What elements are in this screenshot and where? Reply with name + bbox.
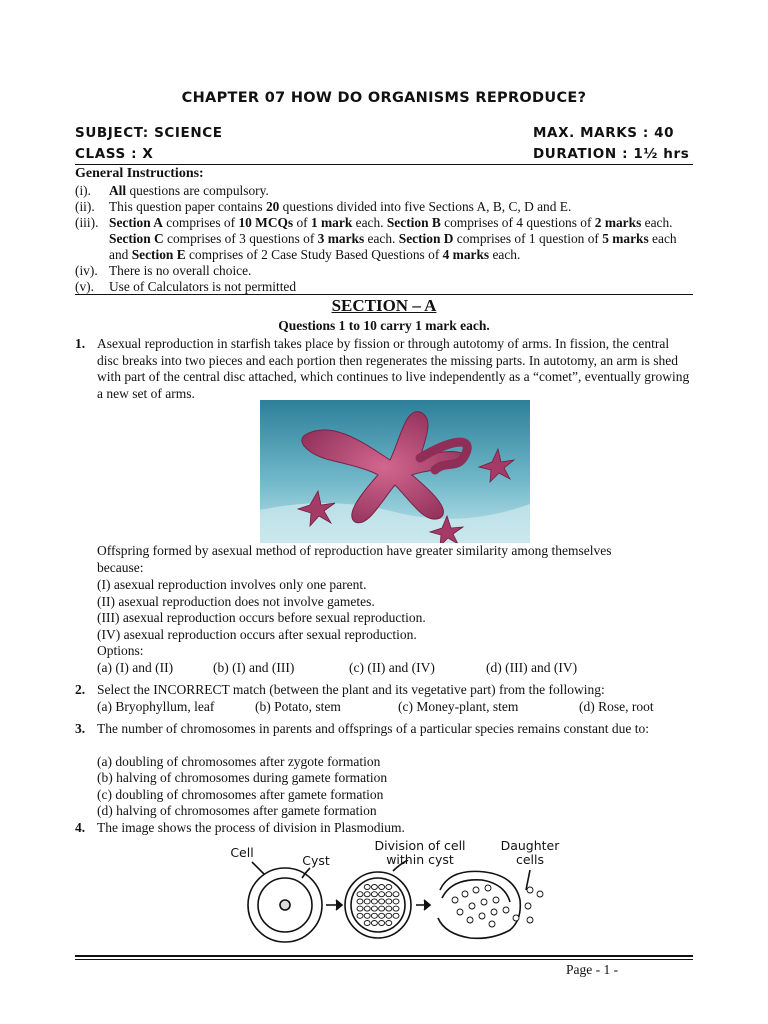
option-d: (d) Rose, root — [579, 699, 654, 714]
option-b: (b) Potato, stem — [255, 699, 341, 714]
section-title: SECTION – A — [331, 296, 437, 315]
statement: (I) asexual reproduction involves only one parent. — [97, 577, 367, 592]
footer-divider — [75, 955, 693, 957]
option-d: (d) (III) and (IV) — [486, 660, 578, 675]
option-b: (b) (I) and (III) — [213, 660, 295, 675]
option-c: (c) Money-plant, stem — [398, 699, 519, 714]
instruction-text: Section A comprises of 10 MCQs of 1 mark each. Section B comprises of 4 questions of 2 marks each. Section C comprises of 3 questions of 3 marks each. Section D comprises of 1 question of 5 marks each and Section E comprises of 2 Case Study Based Questions of 4 marks each. — [109, 215, 677, 262]
instruction-number: (i). — [75, 183, 91, 198]
nucleus-dot — [379, 913, 385, 918]
nucleus-dot — [364, 885, 370, 890]
option-a: (a) (I) and (II) — [97, 660, 174, 675]
daughter-cell-dot — [493, 897, 499, 903]
section-subtitle: Questions 1 to 10 carry 1 mark each. — [278, 318, 490, 333]
question-text: The image shows the process of division in Plasmodium. — [97, 820, 405, 835]
daughter-cell-dot — [537, 891, 543, 897]
daughter-cell-dot — [485, 885, 491, 891]
label-division: Division of cell within cyst — [374, 838, 466, 867]
instruction-text: All questions are compulsory. — [109, 183, 269, 198]
nucleus-dot — [364, 906, 370, 911]
instruction-number: (iv). — [75, 263, 98, 278]
question-stem: because: — [97, 560, 144, 575]
nucleus-dot — [386, 899, 392, 904]
nucleus-dot — [364, 899, 370, 904]
header-divider — [75, 164, 693, 165]
daughter-cell-dot — [513, 915, 519, 921]
option-b: (b) halving of chromosomes during gamete formation — [97, 770, 388, 785]
nucleus-dot — [371, 913, 377, 918]
nucleus-dot — [371, 885, 377, 890]
nucleus-dot — [386, 885, 392, 890]
nucleus-dot — [371, 892, 377, 897]
statement: (II) asexual reproduction does not involve gametes. — [97, 594, 375, 609]
nucleus-dot — [386, 913, 392, 918]
instruction-number: (iii). — [75, 215, 99, 230]
question-text: Asexual reproduction in starfish takes place by fission or through autotomy of arms. In fission, the central disc breaks into two pieces and each portion then regenerates the missing parts. In autotomy, an arm is shed with part of the central disc attached, which continues to live independently as a “comet”, eventually growing a new set of arms. — [97, 336, 690, 401]
nucleus-dot — [364, 921, 370, 926]
option-d: (d) halving of chromosomes after gamete formation — [97, 803, 377, 818]
page-number: Page - 1 - — [566, 962, 619, 977]
instructions-divider — [75, 294, 693, 295]
nucleus-dot — [371, 899, 377, 904]
daughter-cell-dot — [457, 909, 463, 915]
daughter-cell-dot — [462, 891, 468, 897]
nucleus-dot — [386, 892, 392, 897]
option-a: (a) Bryophyllum, leaf — [97, 699, 215, 714]
nucleus-dot — [364, 892, 370, 897]
footer-divider-thin — [75, 959, 693, 960]
instruction-text: This question paper contains 20 questions divided into five Sections A, B, C, D and E. — [109, 199, 572, 214]
nucleus-dot — [357, 899, 363, 904]
question-number: 2. — [75, 682, 86, 697]
nucleus-dot — [393, 913, 399, 918]
nucleus-dot — [393, 906, 399, 911]
statement: (III) asexual reproduction occurs before sexual reproduction. — [97, 610, 426, 625]
nucleus-dot — [386, 921, 392, 926]
nucleus-dot — [357, 892, 363, 897]
option-c: (c) doubling of chromosomes after gamete formation — [97, 787, 384, 802]
daughter-cell-dot — [525, 903, 531, 909]
instruction-number: (v). — [75, 279, 94, 294]
nucleus-dot — [364, 913, 370, 918]
daughter-cell-dot — [469, 903, 475, 909]
nucleus-dot — [379, 921, 385, 926]
daughter-cell-dot — [479, 913, 485, 919]
nucleus-dot — [379, 892, 385, 897]
instruction-text: Use of Calculators is not permitted — [109, 279, 297, 294]
daughter-cell-dot — [489, 921, 495, 927]
question-number: 3. — [75, 721, 86, 736]
daughter-cell-dot — [452, 897, 458, 903]
instruction-text: There is no overall choice. — [109, 263, 252, 278]
instructions-heading: General Instructions: — [75, 166, 204, 181]
duration-label: DURATION : 1½ hrs — [533, 146, 690, 162]
options-label: Options: — [97, 643, 144, 658]
daughter-cell-dot — [527, 887, 533, 893]
question-number: 4. — [75, 820, 86, 835]
daughter-cell-dot — [491, 909, 497, 915]
subject-label: SUBJECT: SCIENCE — [75, 125, 223, 141]
option-c: (c) (II) and (IV) — [349, 660, 435, 675]
option-a: (a) doubling of chromosomes after zygote formation — [97, 754, 381, 769]
nucleus-dot — [379, 899, 385, 904]
nucleus-dot — [357, 913, 363, 918]
daughter-cell-dot — [467, 917, 473, 923]
nucleus-dot — [393, 899, 399, 904]
question-stem: Offspring formed by asexual method of reproduction have greater similarity among themselves — [97, 543, 612, 558]
daughter-cell-dot — [481, 899, 487, 905]
plasmodium-diagram — [230, 860, 560, 950]
instruction-number: (ii). — [75, 199, 95, 214]
daughter-cell-dot — [527, 917, 533, 923]
label-daughter-cells: Daughter cells — [500, 838, 560, 867]
statement: (IV) asexual reproduction occurs after sexual reproduction. — [97, 627, 417, 642]
label-cyst: Cyst — [302, 853, 330, 868]
daughter-cell-dot — [473, 887, 479, 893]
daughter-cell-dot — [503, 907, 509, 913]
question-number: 1. — [75, 336, 86, 351]
max-marks-label: MAX. MARKS : 40 — [533, 125, 675, 141]
nucleus-dot — [371, 906, 377, 911]
class-label: CLASS : X — [75, 146, 154, 162]
label-cell: Cell — [230, 845, 254, 860]
nucleus-dot — [379, 885, 385, 890]
nucleus-dot — [371, 921, 377, 926]
starfish-photo — [260, 400, 530, 543]
nucleus-dot — [379, 906, 385, 911]
nucleus-dot — [357, 906, 363, 911]
document-title: CHAPTER 07 HOW DO ORGANISMS REPRODUCE? — [181, 90, 587, 106]
nucleus-dot — [393, 892, 399, 897]
nucleus-dot — [386, 906, 392, 911]
question-text: The number of chromosomes in parents and offsprings of a particular species remains constant due to: — [97, 721, 649, 736]
question-text: Select the INCORRECT match (between the plant and its vegetative part) from the following: — [97, 682, 605, 697]
